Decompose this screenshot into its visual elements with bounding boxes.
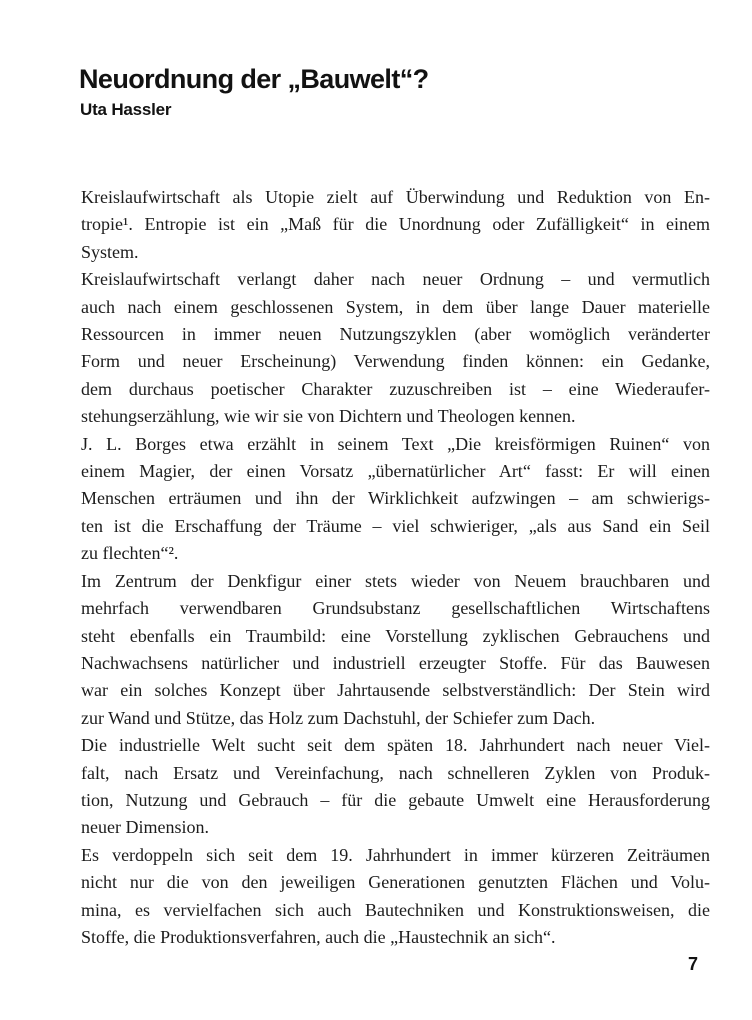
paragraph	[81, 732, 710, 842]
text-line: Die industrielle Welt sucht seit dem späten 18. Jahrhundert nach neuer Viel-	[81, 735, 710, 756]
text-line: mina, es vervielfachen sich auch Bautechniken und Konstruktionsweisen, die	[81, 899, 710, 920]
paragraph	[81, 184, 710, 266]
text-line: neuer Dimension.	[81, 817, 209, 838]
text-line: Im Zentrum der Denkfigur einer stets wieder von Neuem brauchbaren und	[81, 570, 710, 591]
page-title: Neuordnung der „Bauwelt“?	[79, 64, 429, 95]
paragraph	[81, 568, 710, 732]
author-name: Uta Hassler	[80, 100, 172, 119]
paragraph	[81, 842, 710, 952]
text-line: Ressourcen in immer neuen Nutzungszyklen (aber womöglich veränderter	[81, 324, 710, 345]
text-line: war ein solches Konzept über Jahrtausende selbstverständlich: Der Stein wird	[81, 680, 710, 701]
text-line: Stoffe, die Produktionsverfahren, auch die „Haustechnik an sich“.	[81, 926, 556, 947]
text-line: Menschen erträumen und ihn der Wirklichkeit aufzwingen – am schwierigs-	[81, 488, 710, 509]
text-line: tropie¹. Entropie ist ein „Maß für die Unordnung oder Zufälligkeit“ in einem	[81, 214, 710, 235]
text-line: einem Magier, der einen Vorsatz „übernatürlicher Art“ fasst: Er will einen	[81, 461, 710, 482]
text-line: Form und neuer Erscheinung) Verwendung finden können: ein Gedanke,	[81, 351, 710, 372]
text-line: Kreislaufwirtschaft als Utopie zielt auf Überwindung und Reduktion von En-	[81, 187, 710, 207]
text-line: Es verdoppeln sich seit dem 19. Jahrhundert in immer kürzeren Zeiträumen	[81, 844, 710, 865]
text-line: dem durchaus poetischer Charakter zuzuschreiben ist – eine Wiederaufer-	[81, 378, 710, 399]
text-line: zur Wand und Stütze, das Holz zum Dachstuhl, der Schiefer zum Dach.	[81, 707, 596, 728]
text-line: ten ist die Erschaffung der Träume – viel schwieriger, „als aus Sand ein Seil	[81, 515, 710, 536]
paragraph	[81, 431, 710, 568]
text-line: Nachwachsens natürlicher und industriell erzeugter Stoffe. Für das Bauwesen	[81, 652, 710, 673]
text-line: System.	[81, 241, 139, 262]
text-line: Kreislaufwirtschaft verlangt daher nach neuer Ordnung – und vermutlich	[81, 269, 710, 290]
page-number: 7	[687, 954, 698, 974]
text-line: tion, Nutzung und Gebrauch – für die gebaute Umwelt eine Herausforderung	[81, 789, 710, 810]
paragraph	[81, 266, 710, 430]
body-text	[81, 184, 710, 951]
text-line: steht ebenfalls ein Traumbild: eine Vorstellung zyklischen Gebrauchens und	[81, 625, 710, 646]
text-line: stehungserzählung, wie wir sie von Dichtern und Theologen kennen.	[81, 406, 576, 427]
text-line: J. L. Borges etwa erzählt in seinem Text „Die kreisförmigen Ruinen“ von	[81, 433, 710, 454]
text-line: falt, nach Ersatz und Vereinfachung, nach schnelleren Zyklen von Produk-	[81, 762, 710, 783]
text-line: nicht nur die von den jeweiligen Generationen genutzten Flächen und Volu-	[81, 872, 710, 893]
text-line: mehrfach verwendbaren Grundsubstanz gesellschaftlichen Wirtschaftens	[81, 598, 710, 619]
text-line: zu flechten“².	[81, 543, 179, 564]
text-line: auch nach einem geschlossenen System, in dem über lange Dauer materielle	[81, 296, 710, 317]
